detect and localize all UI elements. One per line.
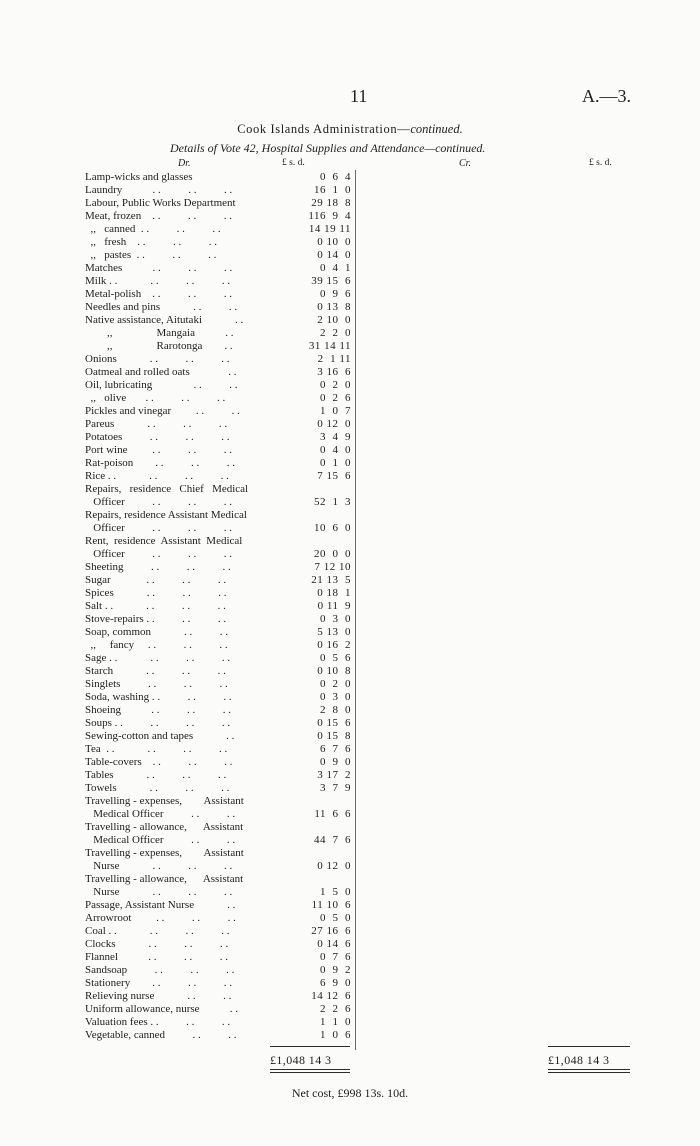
total-rule-bottom-dr [270,1069,350,1070]
ledger-row [0,873,380,886]
ledger-amount: 2 2 0 [320,327,351,339]
ledger-item: Valuation fees . . . . . . [85,1016,231,1028]
ledger-item: Repairs, residence Assistant Medical [85,509,247,521]
ledger-item: Rice . . . . . . . . [85,470,229,482]
ledger-row [0,834,380,847]
ledger-item: Arrowroot . . . . . . [85,912,236,924]
ledger-item: Medical Officer . . . . [85,834,236,846]
ledger-row [0,249,380,262]
ledger-amount: 21 13 5 [311,574,351,586]
ledger-item: ,, olive . . . . . . [85,392,226,404]
ledger-row [0,938,380,951]
ledger-item: Laundry . . . . . . [85,184,233,196]
ledger-row [0,821,380,834]
ledger-item: Sugar . . . . . . [85,574,227,586]
ledger-item: Table-covers . . . . . . [85,756,233,768]
ledger-item: ,, canned . . . . . . [85,223,221,235]
credit-currency-heading: £ s. d. [589,158,612,168]
ledger-row [0,184,380,197]
ledger-amount: 6 7 6 [320,743,351,755]
ledger-amount: 5 13 0 [317,626,351,638]
ledger-item: Officer . . . . . . [85,496,233,508]
ledger-item: Officer . . . . . . [85,522,233,534]
ledger-amount: 2 1 11 [317,353,351,365]
ledger-row [0,353,380,366]
ledger-item: Matches . . . . . . [85,262,233,274]
ledger-amount: 0 3 0 [320,613,351,625]
debit-column-heading: Dr. [178,158,191,169]
ledger-amount: 0 15 8 [317,730,351,742]
ledger-amount: 116 9 4 [308,210,351,222]
ledger-item: Labour, Public Works Department [85,197,236,209]
ledger-row [0,717,380,730]
ledger-item: Starch . . . . . . [85,665,226,677]
ledger-amount: 0 16 2 [317,639,351,651]
ledger-amount: 0 10 8 [317,665,351,677]
ledger-row [0,782,380,795]
ledger-row [0,548,380,561]
ledger-amount: 7 12 10 [314,561,351,573]
ledger-amount: 0 2 0 [320,678,351,690]
ledger-amount: 0 4 0 [320,444,351,456]
ledger-row [0,886,380,899]
page-heading [0,122,700,137]
ledger-item: ,, Mangaia . . [85,327,234,339]
ledger-item: Officer . . . . . . [85,548,233,560]
ledger-row [0,574,380,587]
ledger-amount: 0 18 1 [317,587,351,599]
ledger-amount: 0 14 6 [317,938,351,950]
ledger-item: Travelling - expenses, Assistant [85,847,244,859]
ledger-amount: 1 5 0 [320,886,351,898]
heading-continued: continued. [410,122,463,136]
ledger-amount: 14 12 6 [311,990,351,1002]
ledger-item: Soups . . . . . . . . [85,717,231,729]
ledger-amount: 0 5 0 [320,912,351,924]
ledger-row [0,210,380,223]
ledger-amount: 7 15 6 [317,470,351,482]
ledger-amount: 20 0 0 [314,548,351,560]
ledger-item: Towels . . . . . . [85,782,230,794]
ledger-row [0,769,380,782]
ledger-row [0,730,380,743]
ledger-amount: 29 18 8 [311,197,351,209]
ledger-item: Vegetable, canned . . . . [85,1029,237,1041]
ledger-amount: 1 0 6 [320,1029,351,1041]
ledger-item: Travelling - allowance, Assistant [85,821,244,833]
ledger-row [0,1016,380,1029]
ledger-row [0,639,380,652]
ledger-amount: 0 12 0 [317,418,351,430]
ledger-row [0,678,380,691]
debit-currency-heading: £ s. d. [282,158,305,168]
ledger-amount: 11 6 6 [314,808,351,820]
ledger-amount: 2 10 0 [317,314,351,326]
ledger-row [0,392,380,405]
ledger-row [0,327,380,340]
ledger-item: Oil, lubricating . . . . [85,379,238,391]
ledger-item: Uniform allowance, nurse . . [85,1003,239,1015]
ledger-item: Lamp-wicks and glasses [85,171,193,183]
ledger-item: Oatmeal and rolled oats . . [85,366,237,378]
ledger-row [0,691,380,704]
ledger-amount: 0 5 6 [320,652,351,664]
ledger-amount: 0 1 0 [320,457,351,469]
ledger-amount: 3 7 9 [320,782,351,794]
total-rule-bottom-cr-2 [548,1072,630,1073]
ledger-row [0,652,380,665]
ledger-row [0,795,380,808]
ledger-row [0,405,380,418]
ledger-amount: 3 4 9 [320,431,351,443]
ledger-amount: 44 7 6 [314,834,351,846]
ledger-amount: 10 6 0 [314,522,351,534]
ledger-item: Flannel . . . . . . [85,951,228,963]
ledger-row [0,197,380,210]
ledger-row [0,587,380,600]
ledger-item: Pareus . . . . . . [85,418,228,430]
credit-total: £1,048 14 3 [548,1053,610,1067]
total-rule-top-cr [548,1046,630,1047]
ledger-row [0,314,380,327]
ledger-item: Relieving nurse . . . . [85,990,232,1002]
ledger-item: Singlets . . . . . . [85,678,228,690]
ledger-row [0,925,380,938]
ledger-row [0,613,380,626]
total-rule-bottom-dr-2 [270,1072,350,1073]
ledger-row [0,223,380,236]
ledger-amount: 11 10 6 [311,899,351,911]
ledger-row [0,626,380,639]
ledger-row [0,1003,380,1016]
ledger-item: Stove-repairs . . . . . . [85,613,227,625]
ledger-item: Coal . . . . . . . . [85,925,230,937]
ledger-item: Sewing-cotton and tapes . . [85,730,235,742]
ledger-item: Onions . . . . . . [85,353,230,365]
ledger-amount: 2 8 0 [320,704,351,716]
ledger-row [0,756,380,769]
ledger-row [0,899,380,912]
ledger-row [0,509,380,522]
credit-column-heading: Cr. [459,158,471,169]
ledger-amount: 0 11 9 [317,600,351,612]
ledger-row [0,600,380,613]
ledger-row [0,366,380,379]
ledger-row [0,275,380,288]
ledger-amount: 31 14 11 [308,340,351,352]
ledger-amount: 0 2 0 [320,379,351,391]
ledger-row [0,431,380,444]
ledger-amount: 27 16 6 [311,925,351,937]
ledger-item: Salt . . . . . . . . [85,600,226,612]
ledger-row [0,977,380,990]
ledger-item: Spices . . . . . . [85,587,227,599]
ledger-amount: 2 2 6 [320,1003,351,1015]
ledger-amount: 0 6 4 [320,171,351,183]
ledger-row [0,171,380,184]
ledger-amount: 1 1 0 [320,1016,351,1028]
total-rule-top-dr [270,1046,350,1047]
ledger-item: Repairs, residence Chief Medical [85,483,249,495]
ledger-item: Native assistance, Aitutaki . . [85,314,244,326]
ledger-item: Meat, frozen . . . . . . [85,210,232,222]
page-number: 11 [350,86,368,106]
ledger-row [0,561,380,574]
ledger-item: Sage . . . . . . . . [85,652,231,664]
ledger-amount: 0 9 6 [320,288,351,300]
ledger-row [0,262,380,275]
ledger-row [0,860,380,873]
ledger-row [0,379,380,392]
document-reference: A.—3. [582,86,631,106]
ledger-amount: 14 19 11 [308,223,351,235]
ledger-item: ,, Rarotonga . . [85,340,233,352]
ledger-amount: 0 10 0 [317,236,351,248]
ledger-item: Nurse . . . . . . [85,860,233,872]
heading-title: Cook Islands Administration— [237,122,411,136]
ledger-item: Potatoes . . . . . . [85,431,230,443]
ledger-amount: 0 4 1 [320,262,351,274]
ledger-item: Rent, residence Assistant Medical [85,535,243,547]
ledger-amount: 0 9 0 [320,756,351,768]
ledger-item: Sheeting . . . . . . [85,561,231,573]
ledger-row [0,522,380,535]
page-subheading: Details of Vote 42, Hospital Supplies and Attendance—continued. [170,141,486,155]
ledger-amount: 0 3 0 [320,691,351,703]
net-cost-note: Net cost, £998 13s. 10d. [291,1086,409,1100]
ledger-item: Port wine . . . . . . [85,444,232,456]
ledger-item: Needles and pins . . . . [85,301,238,313]
ledger-amount: 6 9 0 [320,977,351,989]
ledger-amount: 0 2 6 [320,392,351,404]
ledger-item: Tables . . . . . . [85,769,227,781]
ledger-amount: 39 15 6 [311,275,351,287]
ledger-amount: 0 9 2 [320,964,351,976]
ledger-row [0,483,380,496]
ledger-row [0,964,380,977]
ledger-row [0,444,380,457]
ledger-amount: 0 15 6 [317,717,351,729]
ledger-row [0,704,380,717]
ledger-item: Medical Officer . . . . [85,808,236,820]
ledger-amount: 0 7 6 [320,951,351,963]
ledger-row [0,535,380,548]
ledger-item: ,, fresh . . . . . . [85,236,217,248]
ledger-item: Soda, washing . . . . . . [85,691,232,703]
ledger-item: Travelling - allowance, Assistant [85,873,244,885]
ledger-row [0,288,380,301]
ledger-item: Pickles and vinegar . . . . [85,405,240,417]
ledger-amount: 0 14 0 [317,249,351,261]
ledger-amount: 16 1 0 [314,184,351,196]
ledger-amount: 0 13 8 [317,301,351,313]
ledger-item: ,, fancy . . . . . . [85,639,228,651]
ledger-item: Metal-polish . . . . . . [85,288,232,300]
ledger-amount: 0 12 0 [317,860,351,872]
ledger-row [0,470,380,483]
ledger-row [0,1029,380,1042]
ledger-row [0,301,380,314]
ledger-row [0,236,380,249]
ledger-row [0,340,380,353]
ledger-item: Soap, common . . . . [85,626,228,638]
ledger-row [0,496,380,509]
ledger-row [0,951,380,964]
ledger-row [0,990,380,1003]
ledger-row [0,847,380,860]
ledger-row [0,912,380,925]
ledger-item: Nurse . . . . . . [85,886,233,898]
ledger-item: Tea . . . . . . . . [85,743,228,755]
ledger-item: Clocks . . . . . . [85,938,229,950]
ledger-row [0,743,380,756]
ledger-amount: 52 1 3 [314,496,351,508]
ledger-item: Travelling - expenses, Assistant [85,795,244,807]
total-rule-bottom-cr [548,1069,630,1070]
ledger-row [0,665,380,678]
ledger-item: Passage, Assistant Nurse . . [85,899,236,911]
ledger-amount: 3 16 6 [317,366,351,378]
ledger-amount: 3 17 2 [317,769,351,781]
ledger-item: ,, pastes . . . . . . [85,249,217,261]
ledger-row [0,418,380,431]
ledger-amount: 1 0 7 [320,405,351,417]
debit-total: £1,048 14 3 [270,1053,332,1067]
ledger-item: Rat-poison . . . . . . [85,457,236,469]
ledger-item: Stationery . . . . . . [85,977,232,989]
ledger-item: Milk . . . . . . . . [85,275,231,287]
ledger-row [0,808,380,821]
ledger-item: Sandsoap . . . . . . [85,964,235,976]
ledger-item: Shoeing . . . . . . [85,704,232,716]
ledger-row [0,457,380,470]
